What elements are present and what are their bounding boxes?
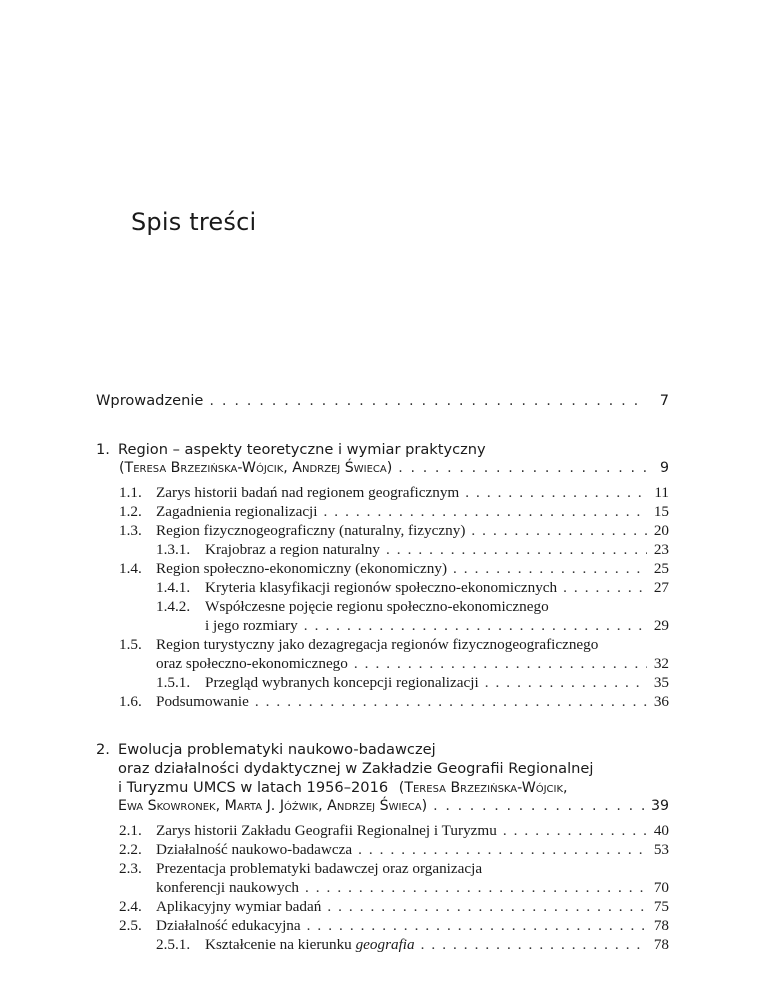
section-number: 1.5.1.	[156, 674, 191, 691]
toc-page-number: 78	[653, 917, 669, 934]
leader-dots	[421, 936, 647, 954]
leader-dots	[563, 579, 647, 597]
toc-entry-2-3-line1[interactable]	[119, 860, 482, 878]
section-number: 2.5.1.	[156, 936, 191, 953]
section-label: Krajobraz a region naturalny	[205, 541, 380, 558]
toc-page-number: 9	[659, 460, 669, 476]
toc-page-number: 23	[653, 541, 669, 558]
section-number: 2.4.	[119, 898, 142, 915]
section-number: 1.1.	[119, 484, 142, 501]
toc-entry-2-3-line2[interactable]	[156, 879, 669, 897]
toc-entry-2-5[interactable]	[119, 917, 669, 935]
toc-entry-1-5-1[interactable]	[156, 674, 669, 692]
toc-page-number: 25	[653, 560, 669, 577]
toc-entry-2-5-1[interactable]	[156, 936, 669, 954]
section-number: 2.3.	[119, 860, 142, 877]
toc-page-number: 20	[653, 522, 669, 539]
chapter-authors-continued: Ewa Skowronek, Marta J. Jóźwik, Andrzej Świeca)	[118, 798, 428, 814]
toc-entry-1-5-line2[interactable]	[156, 655, 669, 673]
section-label: Aplikacyjny wymiar badań	[156, 898, 322, 915]
leader-dots	[354, 655, 647, 673]
toc-page-number: 11	[654, 484, 669, 501]
chapter-number: 1.	[96, 441, 110, 458]
leader-dots	[327, 898, 647, 916]
toc-page-number: 29	[653, 617, 669, 634]
leader-dots	[398, 460, 647, 476]
section-number: 1.4.2.	[156, 598, 191, 615]
section-number: 1.5.	[119, 636, 142, 653]
chapter-authors: (Teresa Brzezińska-Wójcik, Andrzej Świeca)	[119, 460, 393, 476]
toc-page-number: 15	[653, 503, 669, 520]
toc-entry-intro[interactable]	[96, 392, 669, 409]
section-number: 2.2.	[119, 841, 142, 858]
page-title: Spis treści	[131, 208, 257, 236]
toc-page-number: 39	[650, 798, 669, 814]
section-number: 1.6.	[119, 693, 142, 710]
leader-dots	[307, 917, 647, 935]
toc-page-number: 75	[653, 898, 669, 915]
section-label: Region fizycznogeograficzny (naturalny, fizyczny)	[156, 522, 466, 539]
toc-entry-1-6[interactable]	[119, 693, 669, 711]
section-label: Kształcenie na kierunku	[205, 936, 352, 953]
chapter-authors: (Teresa Brzezińska-Wójcik,	[398, 780, 568, 796]
chapter-number: 2.	[96, 741, 110, 758]
toc-page-number: 32	[653, 655, 669, 672]
section-label-continued: konferencji naukowych	[156, 879, 299, 896]
section-number: 1.3.1.	[156, 541, 191, 558]
toc-entry-1-4[interactable]	[119, 560, 669, 578]
section-number: 2.1.	[119, 822, 142, 839]
toc-page-number: 40	[653, 822, 669, 839]
toc-entry-1-2[interactable]	[119, 503, 669, 521]
toc-page-number: 7	[659, 392, 669, 409]
section-label: Działalność edukacyjna	[156, 917, 301, 934]
chapter-title-continued: i Turyzmu UMCS w latach 1956–2016	[118, 779, 389, 796]
chapter2-authors[interactable]	[118, 798, 669, 814]
toc-page-number: 78	[653, 936, 669, 953]
section-label: Podsumowanie	[156, 693, 249, 710]
section-label: Zagadnienia regionalizacji	[156, 503, 318, 520]
leader-dots	[305, 879, 647, 897]
chapter2-heading-line3	[118, 779, 568, 796]
chapter1-heading[interactable]	[96, 441, 486, 458]
toc-entry-1-4-2-line2[interactable]	[205, 617, 669, 635]
leader-dots	[255, 693, 647, 711]
chapter1-authors[interactable]	[119, 460, 669, 476]
chapter-title-continued: oraz działalności dydaktycznej w Zakładzie Geografii Regionalnej	[118, 760, 594, 777]
toc-page-number: 53	[653, 841, 669, 858]
section-label: Region społeczno-ekonomiczny (ekonomiczny)	[156, 560, 448, 577]
leader-dots	[304, 617, 647, 635]
section-label: Działalność naukowo-badawcza	[156, 841, 353, 858]
section-number: 1.4.1.	[156, 579, 191, 596]
toc-entry-label: Wprowadzenie	[96, 392, 204, 409]
section-label-continued: i jego rozmiary	[205, 617, 298, 634]
section-number: 1.3.	[119, 522, 142, 539]
toc-entry-2-1[interactable]	[119, 822, 669, 840]
toc-entry-1-3-1[interactable]	[156, 541, 669, 559]
toc-page-number: 70	[653, 879, 669, 896]
section-number: 1.2.	[119, 503, 142, 520]
leader-dots	[503, 822, 647, 840]
section-label: Zarys historii Zakładu Geografii Regionalnej i Turyzmu	[156, 822, 497, 839]
chapter2-heading-line2	[118, 760, 593, 777]
toc-page-number: 35	[653, 674, 669, 691]
chapter-title: Ewolucja problematyki naukowo-badawczej	[118, 741, 436, 758]
chapter2-heading-line1[interactable]	[96, 741, 436, 758]
leader-dots	[386, 541, 647, 559]
leader-dots	[433, 798, 645, 814]
chapter-title: Region – aspekty teoretyczne i wymiar praktyczny	[118, 441, 486, 458]
section-label: Region turystyczny jako dezagregacja regionów fizycznogeograficznego	[156, 636, 599, 653]
toc-entry-1-1[interactable]	[119, 484, 669, 502]
toc-entry-1-3[interactable]	[119, 522, 669, 540]
toc-page-number: 36	[653, 693, 669, 710]
section-label: Prezentacja problematyki badawczej oraz organizacja	[156, 860, 483, 877]
leader-dots	[324, 503, 648, 521]
section-label: Zarys historii badań nad regionem geograficznym	[156, 484, 460, 501]
section-number: 2.5.	[119, 917, 142, 934]
leader-dots	[471, 522, 647, 540]
section-label: Współczesne pojęcie regionu społeczno-ekonomicznego	[205, 598, 549, 615]
toc-entry-1-4-1[interactable]	[156, 579, 669, 597]
leader-dots	[209, 392, 647, 409]
toc-entry-1-4-2-line1[interactable]	[156, 598, 549, 616]
section-label: Przegląd wybranych koncepcji regionalizacji	[205, 674, 479, 691]
section-label-italic: geografia	[355, 936, 415, 953]
toc-entry-1-5-line1[interactable]	[119, 636, 598, 654]
section-label: Kryteria klasyfikacji regionów społeczno-ekonomicznych	[205, 579, 558, 596]
leader-dots	[465, 484, 647, 502]
leader-dots	[453, 560, 647, 578]
section-label-continued: oraz społeczno-ekonomicznego	[156, 655, 348, 672]
toc-entry-2-2[interactable]	[119, 841, 669, 859]
section-number: 1.4.	[119, 560, 142, 577]
leader-dots	[358, 841, 647, 859]
toc-entry-2-4[interactable]	[119, 898, 669, 916]
leader-dots	[485, 674, 647, 692]
toc-page-number: 27	[653, 579, 669, 596]
